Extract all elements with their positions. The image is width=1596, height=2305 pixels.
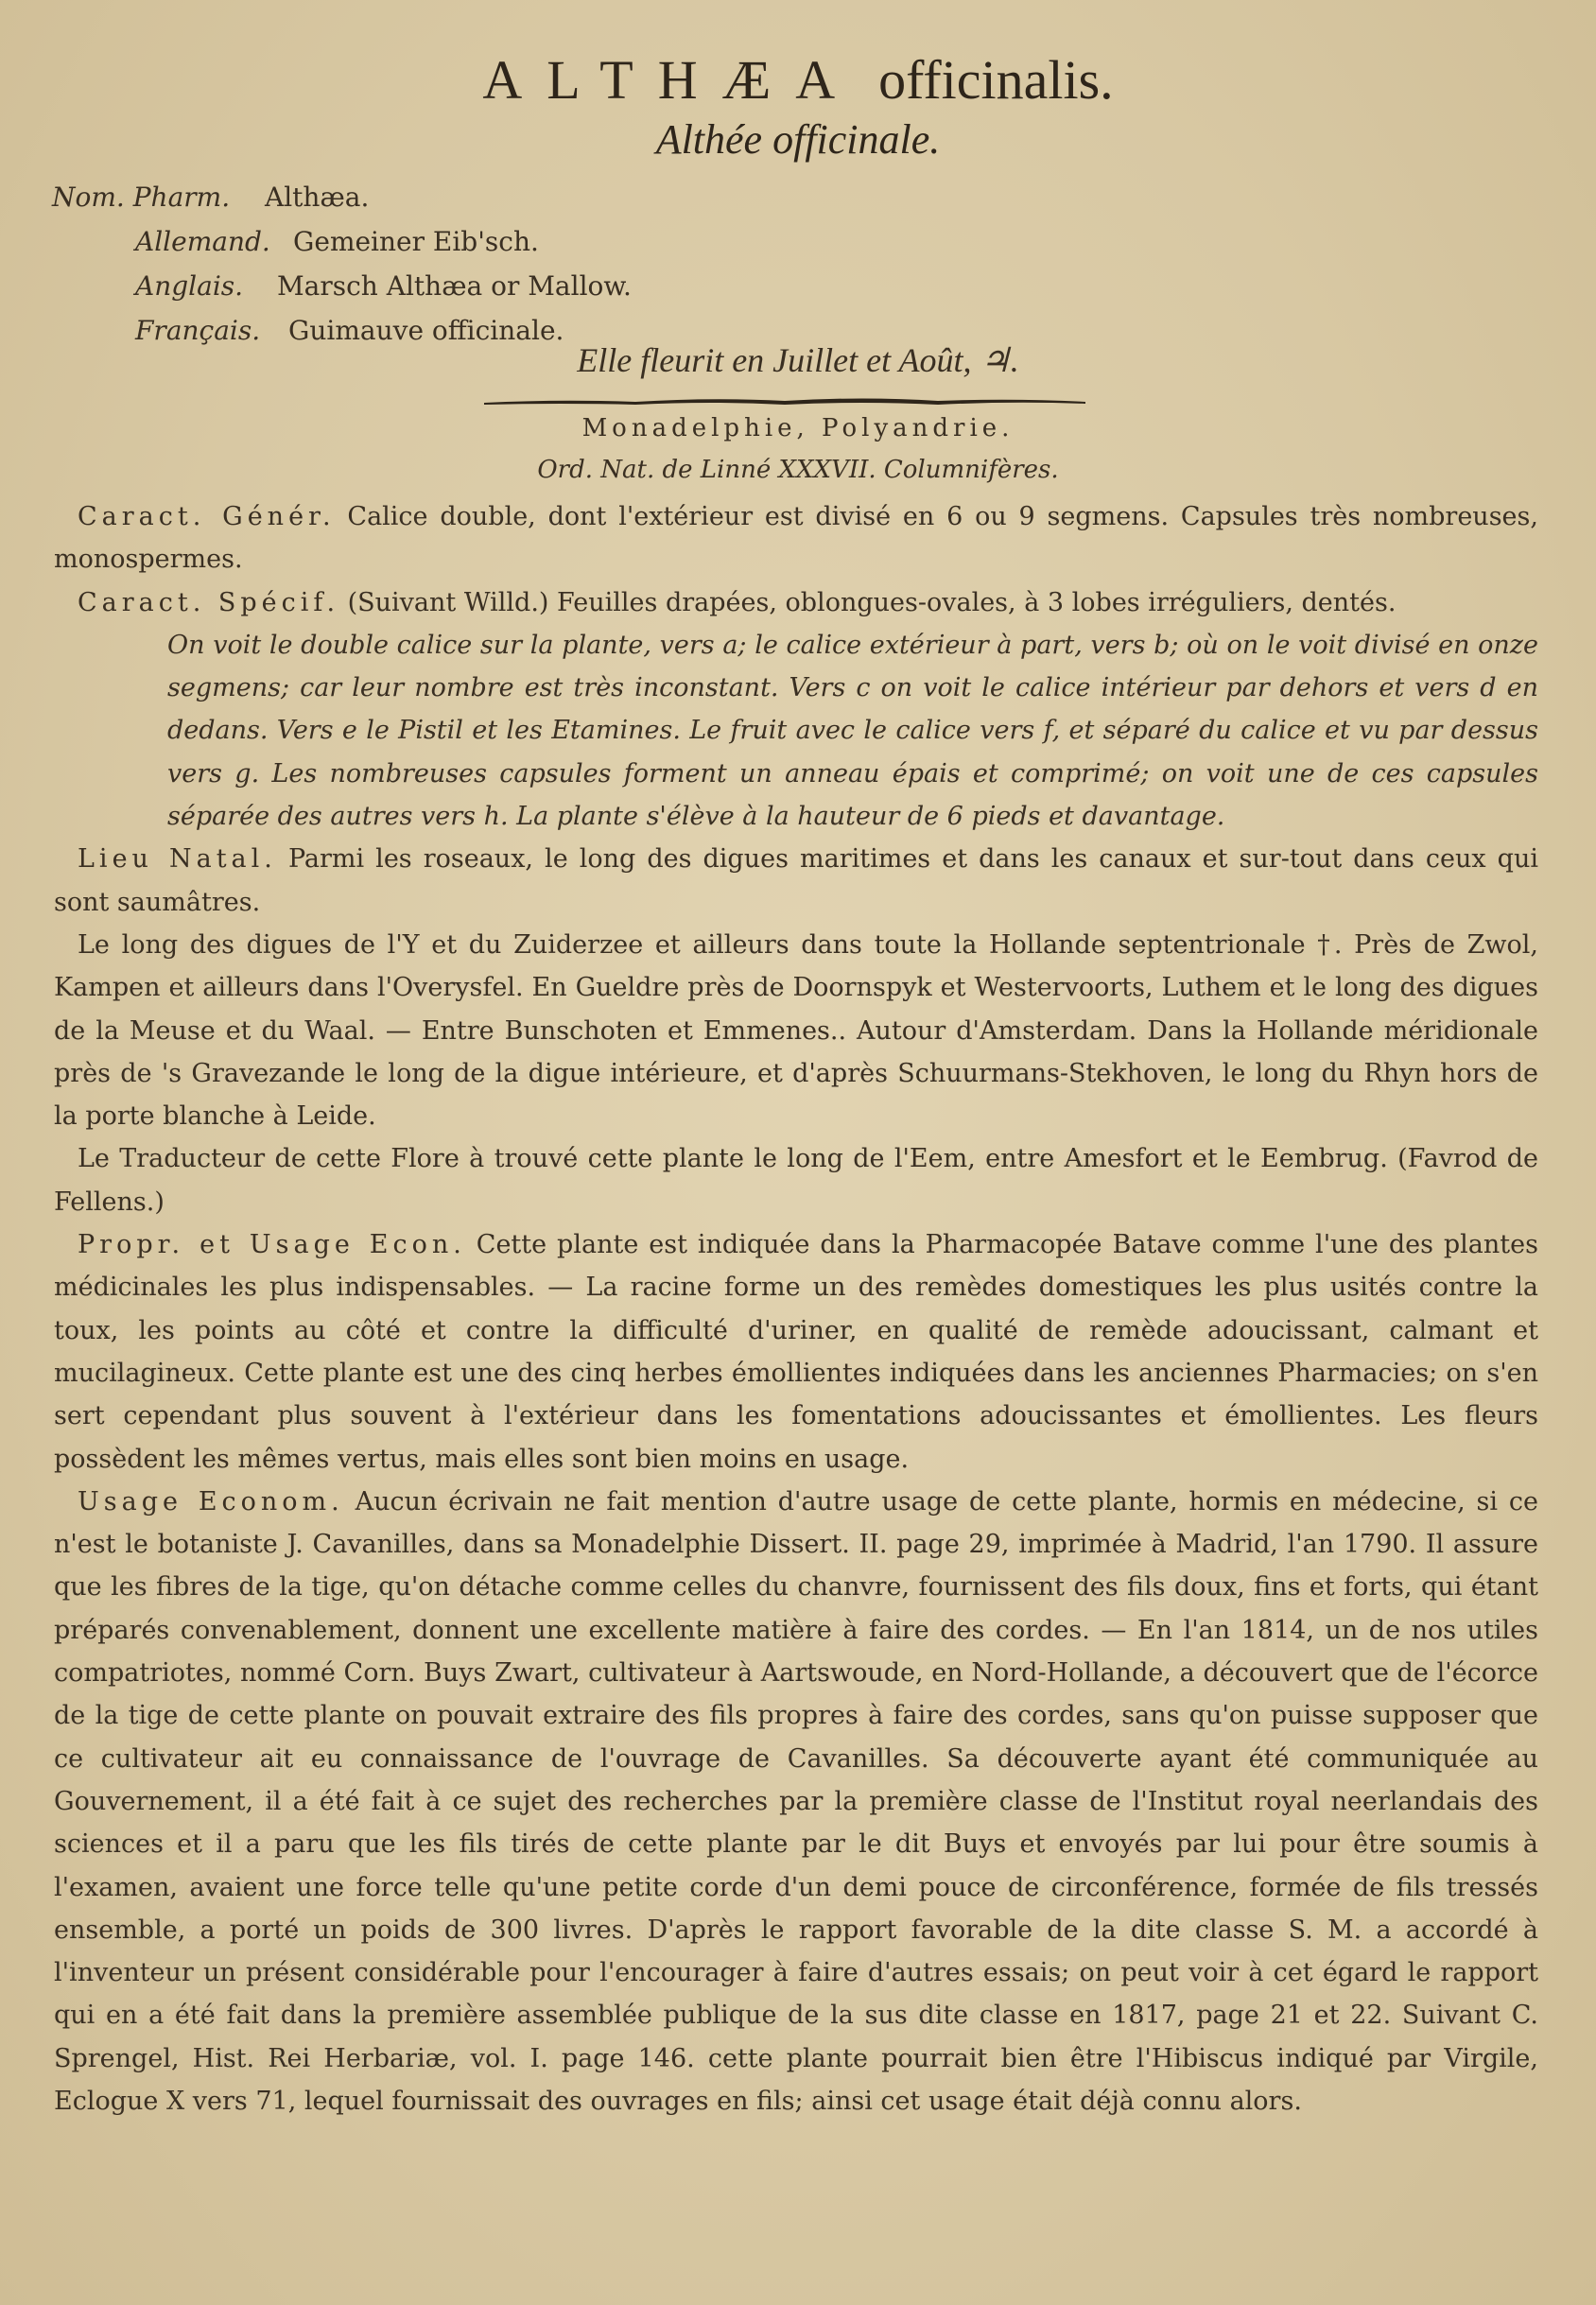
propr-paragraph bbox=[54, 1223, 1538, 1481]
caract-gener-paragraph bbox=[54, 495, 1538, 581]
name-label: Allemand. bbox=[135, 226, 270, 257]
localities-paragraph: Le long des digues de l'Y et du Zuiderzee et ailleurs dans toute la Hollande septentrionale †. Près de Zwol, Kampen et ailleurs dans l'Overysfel. En Gueldre près de Doornspyk et Westervoorts, Luthem et le long des digues de la Meuse et du Waal. — Entre Bunschoten et Emmenes.. Autour d'Amsterdam. Dans la Hollande méridionale près de 's Gravezande le long de la digue intérieure, et d'après Schuurmans-Stekhoven, le long du Rhyn hors de la porte blanche à Leide. bbox=[54, 929, 1538, 1132]
section-heading: Lieu Natal. bbox=[78, 844, 277, 875]
flowering-season: Elle fleurit en Juillet et Août, ♃. bbox=[577, 341, 1019, 379]
section-heading: Usage Econom. bbox=[78, 1486, 344, 1516]
section-text: Aucun écrivain ne fait mention d'autre usage de cette plante, hormis en médecine, si ce n'est le botaniste J. Cavanilles, dans sa Monadelphie Dissert. II. page 29, imprimée à Madrid, l'an 1790. Il assure que les fibres de la tige, qu'on détache comme celles du chanvre, fournissent des fils doux, fins et forts, qui étant préparés convenablement, donnent une excellente matière à faire des cordes. — En l'an 1814, un de nos utiles compatriotes, nommé Corn. Buys Zwart, cultivateur à Aartswoude, en Nord-Hollande, a découvert que de l'écorce de la tige de cette plante on pouvait extraire des fils propres à faire des cordes, sans qu'on puisse supposer que ce cultivateur ait eu connaissance de l'ouvrage de Cavanilles. Sa découverte ayant été communiquée au Gouvernement, il a été fait à ce sujet des recherches par la première classe de l'Institut royal neerlandais des sciences et il a paru que les fils tirés de cette plante par le dit Buys et envoyés par lui pour être soumis à l'examen, avaient une force telle qu'une petite corde d'un demi pouce de circonférence, formée de fils tressés ensemble, a porté un poids de 300 livres. D'après le rapport favorable de la dite classe S. M. a accordé à l'inventeur un présent considérable pour l'encourager à faire d'autres essais; on peut voir à cet égard le rapport qui en a été fait dans la première assemblée publique de la sus dite classe en 1817, page 21 et 22. Suivant C. Sprengel, Hist. Rei Herbariæ, vol. I. page 146. cette plante pourrait bien être l'Hibiscus indiqué par Virgile, Eclogue X vers 71, lequel fournissait des ouvrages en fils; ainsi cet usage était déjà connu alors. bbox=[54, 1486, 1538, 2116]
section-text: Cette plante est indiquée dans la Pharmacopée Batave comme l'une des plantes médicinales les plus indispensables. — La racine forme un des remèdes domestiques les plus usités contre la toux, les points au côté et contre la difficulté d'uriner, en qualité de remède adoucissant, calmant et mucilagineux. Cette plante est une des cinq herbes émollientes indiquées dans les anciennes Pharmacies; on s'en sert cependant plus souvent à l'extérieur dans les fomentations adoucissantes et émollientes. Les fleurs possèdent les mêmes vertus, mais elles sont bien moins en usage. bbox=[54, 1230, 1538, 1474]
name-value: Marsch Althæa or Mallow. bbox=[277, 270, 632, 302]
name-label: Français. bbox=[135, 315, 261, 346]
section-text: (Suivant Willd.) Feuilles drapées, oblongues-ovales, à 3 lobes irréguliers, dentés. bbox=[347, 587, 1396, 617]
name-row-english bbox=[52, 264, 903, 308]
plate-description: On voit le double calice sur la plante, vers a; le calice extérieur à part, vers b; où on le voit divisé en onze segmens; car leur nombre est très inconstant. Vers c on voit le calice intérieur par dehors et vers d en dedans. Vers e le Pistil et les Etamines. Le fruit avec le calice vers f, et séparé du calice et vu par dessus vers g. Les nombreuses capsules forment un anneau épais et comprimé; on voit une de ces capsules séparée des autres vers h. La plante s'élève à la hauteur de 6 pieds et davantage. bbox=[167, 630, 1538, 832]
title-species: officinalis. bbox=[878, 49, 1114, 111]
document-body bbox=[54, 495, 1538, 2123]
section-heading: Caract. Spécif. bbox=[78, 587, 340, 617]
section-heading: Caract. Génér. bbox=[78, 502, 336, 531]
section-text: Parmi les roseaux, le long des digues maritimes et dans les canaux et sur-tout dans ceux qui sont saumâtres. bbox=[54, 844, 1538, 917]
caract-specif-paragraph bbox=[54, 581, 1538, 624]
ornamental-divider bbox=[484, 395, 1085, 408]
name-label: Nom. Pharm. bbox=[52, 182, 231, 213]
linnean-classification: Monadelphie, Polyandrie. bbox=[581, 414, 1015, 442]
name-row-german bbox=[52, 219, 903, 264]
vernacular-names bbox=[52, 175, 903, 353]
section-heading: Propr. et Usage Econ. bbox=[78, 1230, 466, 1260]
name-label: Anglais. bbox=[135, 270, 244, 302]
section-text: Calice double, dont l'extérieur est divisé en 6 ou 9 segmens. Capsules très nombreuses, monospermes. bbox=[54, 502, 1538, 575]
usage-paragraph bbox=[54, 1481, 1538, 2123]
page-subtitle: Althée officinale. bbox=[655, 116, 941, 163]
title-genus: ALTHÆA bbox=[482, 49, 860, 111]
name-value: Althæa. bbox=[265, 182, 370, 213]
name-row-pharm bbox=[52, 175, 903, 219]
page-title bbox=[0, 47, 1596, 113]
name-value: Gemeiner Eib'sch. bbox=[293, 226, 539, 257]
natural-order: Ord. Nat. de Linné XXXVII. Columnifères. bbox=[537, 456, 1059, 484]
lieu-natal-paragraph bbox=[54, 838, 1538, 924]
name-value: Guimauve officinale. bbox=[288, 315, 564, 346]
translator-paragraph: Le Traducteur de cette Flore à trouvé cette plante le long de l'Eem, entre Amesfort et le Eembrug. (Favrod de Fellens.) bbox=[54, 1144, 1538, 1217]
